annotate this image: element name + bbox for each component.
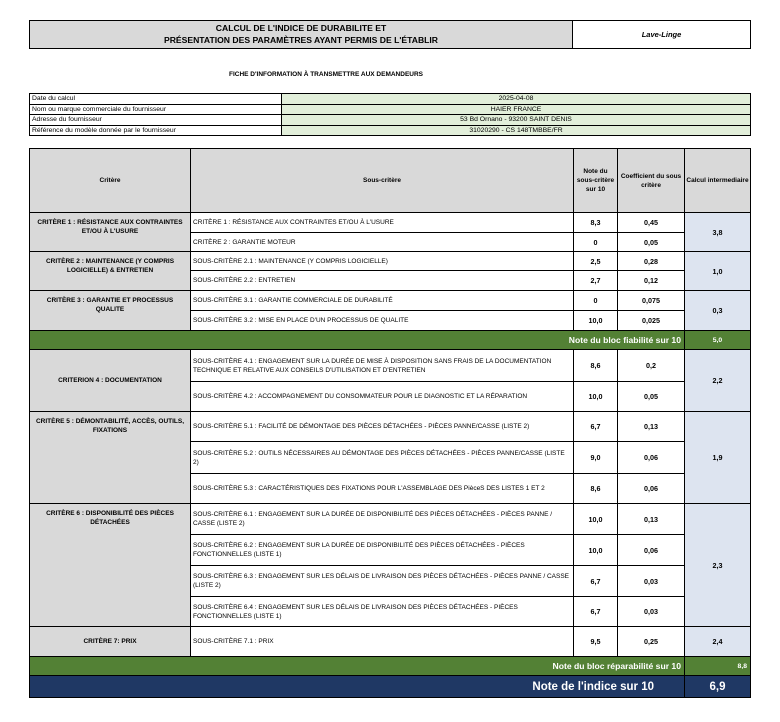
sub-criterion-coef: 0,025 bbox=[618, 311, 685, 331]
bloc-fiabilite-row bbox=[30, 331, 751, 350]
info-label: Référence du modèle donnée par le fournisseur bbox=[30, 125, 282, 136]
info-label: Adresse du fournisseur bbox=[30, 115, 282, 126]
criterion-name: CRITÈRE 3 : GARANTIE ET PROCESSUS QUALITE bbox=[30, 291, 191, 331]
sub-criterion-label: SOUS-CRITÈRE 2.2 : ENTRETIEN bbox=[191, 271, 574, 291]
sub-criterion-label: SOUS-CRITÈRE 6.2 : ENGAGEMENT SUR LA DURÉE DE DISPONIBILITÉ DES PIÈCES DÉTACHÉES - PIÈCES FONCTIONNELLES (LISTE 1) bbox=[191, 535, 574, 566]
col-header-note: Note du sous-critère sur 10 bbox=[574, 149, 618, 213]
table-row bbox=[30, 213, 751, 233]
intermediate-calc: 2,2 bbox=[685, 350, 751, 412]
info-row bbox=[30, 104, 751, 115]
info-value: HAIER FRANCE bbox=[282, 104, 751, 115]
sub-criterion-coef: 0,05 bbox=[618, 233, 685, 252]
intermediate-calc: 0,3 bbox=[685, 291, 751, 331]
final-index-label: Note de l'indice sur 10 bbox=[30, 676, 685, 698]
product-category: Lave-Linge bbox=[573, 20, 751, 49]
intermediate-calc: 1,9 bbox=[685, 412, 751, 504]
sub-criterion-label: SOUS-CRITÈRE 5.1 : FACILITÉ DE DÉMONTAGE DES PIÈCES DÉTACHÉES - PIÈCES PANNE/CASSE (LISTE 2) bbox=[191, 412, 574, 442]
sub-criterion-note: 9,0 bbox=[574, 442, 618, 474]
col-header-coef: Coefficient du sous critère bbox=[618, 149, 685, 213]
sub-criterion-note: 9,5 bbox=[574, 627, 618, 657]
sub-criterion-label: SOUS-CRITÈRE 3.2 : MISE EN PLACE D'UN PROCESSUS DE QUALITE bbox=[191, 311, 574, 331]
sub-criterion-note: 10,0 bbox=[574, 382, 618, 412]
intermediate-calc: 2,4 bbox=[685, 627, 751, 657]
sub-criterion-coef: 0,06 bbox=[618, 474, 685, 504]
supplier-info-table bbox=[29, 93, 751, 136]
criterion-name: CRITÈRE 1 : RÉSISTANCE AUX CONTRAINTES ET/OU À L'USURE bbox=[30, 213, 191, 252]
sub-criterion-note: 6,7 bbox=[574, 566, 618, 597]
table-row bbox=[30, 291, 751, 311]
document-header bbox=[29, 20, 751, 49]
sub-criterion-note: 2,5 bbox=[574, 252, 618, 271]
table-row bbox=[30, 350, 751, 382]
sub-criterion-label: SOUS-CRITÈRE 4.1 : ENGAGEMENT SUR LA DURÉE DE MISE À DISPOSITION SANS FRAIS DE LA DOCUMENTATION TECHNIQUE ET RELATIVE AUX CONSEILS D'UTILISATION ET D'ENTRETIEN bbox=[191, 350, 574, 382]
criterion-name: CRITÈRE 6 : DISPONIBILITÉ DES PIÈCES DÉTACHÉES bbox=[30, 504, 191, 627]
sub-criterion-label: CRITÈRE 1 : RÉSISTANCE AUX CONTRAINTES ET/OU À L'USURE bbox=[191, 213, 574, 233]
bloc-fiabilite-row-label: Note du bloc fiabilité sur 10 bbox=[30, 331, 685, 350]
sub-criterion-coef: 0,12 bbox=[618, 271, 685, 291]
durability-index-table bbox=[29, 148, 751, 698]
title-line-1: CALCUL DE L'INDICE DE DURABILITE ET bbox=[215, 23, 387, 33]
form-subtitle: FICHE D'INFORMATION À TRANSMETTRE AUX DEMANDEURS bbox=[228, 71, 423, 78]
info-row bbox=[30, 94, 751, 105]
sub-criterion-coef: 0,28 bbox=[618, 252, 685, 271]
sub-criterion-coef: 0,075 bbox=[618, 291, 685, 311]
col-header-critere: Critère bbox=[30, 149, 191, 213]
sub-criterion-note: 8,3 bbox=[574, 213, 618, 233]
sub-criterion-label: SOUS-CRITÈRE 5.3 : CARACTÉRISTIQUES DES FIXATIONS POUR L'ASSEMBLAGE DES PièceS DES LISTES 1 ET 2 bbox=[191, 474, 574, 504]
bloc-reparabilite-row bbox=[30, 657, 751, 676]
document-title bbox=[29, 20, 573, 49]
col-header-sous-critere: Sous-critère bbox=[191, 149, 574, 213]
criterion-name: CRITÈRE 7: PRIX bbox=[30, 627, 191, 657]
sub-criterion-note: 0 bbox=[574, 291, 618, 311]
sub-criterion-label: CRITÈRE 2 : GARANTIE MOTEUR bbox=[191, 233, 574, 252]
sub-criterion-coef: 0,06 bbox=[618, 442, 685, 474]
table-row bbox=[30, 504, 751, 535]
info-value: 53 Bd Ornano - 93200 SAINT DENIS bbox=[282, 115, 751, 126]
sub-criterion-coef: 0,2 bbox=[618, 350, 685, 382]
sub-criterion-label: SOUS-CRITÈRE 3.1 : GARANTIE COMMERCIALE DE DURABILITÉ bbox=[191, 291, 574, 311]
sub-criterion-coef: 0,03 bbox=[618, 597, 685, 627]
sub-criterion-note: 6,7 bbox=[574, 597, 618, 627]
intermediate-calc: 3,8 bbox=[685, 213, 751, 252]
criterion-name: CRITÈRE 2 : MAINTENANCE (Y COMPRIS LOGICIELLE) & ENTRETIEN bbox=[30, 252, 191, 291]
sub-criterion-coef: 0,05 bbox=[618, 382, 685, 412]
bloc-fiabilite-row-value: 5,0 bbox=[685, 331, 751, 350]
intermediate-calc: 2,3 bbox=[685, 504, 751, 627]
criterion-name: CRITERION 4 : DOCUMENTATION bbox=[30, 350, 191, 412]
table-row bbox=[30, 412, 751, 442]
sub-criterion-coef: 0,25 bbox=[618, 627, 685, 657]
sub-criterion-note: 10,0 bbox=[574, 535, 618, 566]
sub-criterion-label: SOUS-CRITÈRE 2.1 : MAINTENANCE (Y COMPRIS LOGICIELLE) bbox=[191, 252, 574, 271]
sub-criterion-coef: 0,03 bbox=[618, 566, 685, 597]
table-row bbox=[30, 627, 751, 657]
sub-criterion-note: 2,7 bbox=[574, 271, 618, 291]
title-line-2: PRÉSENTATION DES PARAMÈTRES AYANT PERMIS DE L'ÉTABLIR bbox=[163, 34, 439, 45]
info-label: Date du calcul bbox=[30, 94, 282, 105]
sub-criterion-note: 6,7 bbox=[574, 412, 618, 442]
info-row bbox=[30, 115, 751, 126]
sub-criterion-label: SOUS-CRITÈRE 7.1 : PRIX bbox=[191, 627, 574, 657]
sub-criterion-note: 10,0 bbox=[574, 504, 618, 535]
table-row bbox=[30, 252, 751, 271]
sub-criterion-label: SOUS-CRITÈRE 4.2 : ACCOMPAGNEMENT DU CONSOMMATEUR POUR LE DIAGNOSTIC ET LA RÉPARATION bbox=[191, 382, 574, 412]
final-index-row bbox=[30, 676, 751, 698]
bloc-reparabilite-row-label: Note du bloc réparabilité sur 10 bbox=[30, 657, 685, 676]
info-label: Nom ou marque commerciale du fournisseur bbox=[30, 104, 282, 115]
col-header-calc: Calcul intermediaire bbox=[685, 149, 751, 213]
sub-criterion-label: SOUS-CRITÈRE 6.4 : ENGAGEMENT SUR LES DÉLAIS DE LIVRAISON DES PIÈCES DÉTACHÉES - PIÈCES FONCTIONNELLES (LISTE 1) bbox=[191, 597, 574, 627]
sub-criterion-label: SOUS-CRITÈRE 6.3 : ENGAGEMENT SUR LES DÉLAIS DE LIVRAISON DES PIÈCES DÉTACHÉES - PIÈCES PANNE / CASSE (LISTE 2) bbox=[191, 566, 574, 597]
sub-criterion-note: 0 bbox=[574, 233, 618, 252]
sub-criterion-coef: 0,06 bbox=[618, 535, 685, 566]
info-value: 31020290 - CS 148TMBBE/FR bbox=[282, 125, 751, 136]
sub-criterion-coef: 0,13 bbox=[618, 412, 685, 442]
sub-criterion-label: SOUS-CRITÈRE 5.2 : OUTILS NÉCESSAIRES AU DÉMONTAGE DES PIÈCES DÉTACHÉES - PIÈCES PANNE/CASSE (LISTE 2) bbox=[191, 442, 574, 474]
bloc-reparabilite-row-value: 8,8 bbox=[685, 657, 751, 676]
info-value: 2025-04-08 bbox=[282, 94, 751, 105]
final-index-value: 6,9 bbox=[685, 676, 751, 698]
table-header-row bbox=[30, 149, 751, 213]
sub-criterion-note: 8,6 bbox=[574, 474, 618, 504]
intermediate-calc: 1,0 bbox=[685, 252, 751, 291]
info-row bbox=[30, 125, 751, 136]
sub-criterion-label: SOUS-CRITÈRE 6.1 : ENGAGEMENT SUR LA DURÉE DE DISPONIBILITÉ DES PIÈCES DÉTACHÉES - PIÈCES PANNE / CASSE (LISTE 2) bbox=[191, 504, 574, 535]
sub-criterion-note: 8,6 bbox=[574, 350, 618, 382]
sub-criterion-coef: 0,45 bbox=[618, 213, 685, 233]
criterion-name: CRITÈRE 5 : DÉMONTABILITÉ, ACCÈS, OUTILS, FIXATIONS bbox=[30, 412, 191, 504]
sub-criterion-note: 10,0 bbox=[574, 311, 618, 331]
sub-criterion-coef: 0,13 bbox=[618, 504, 685, 535]
